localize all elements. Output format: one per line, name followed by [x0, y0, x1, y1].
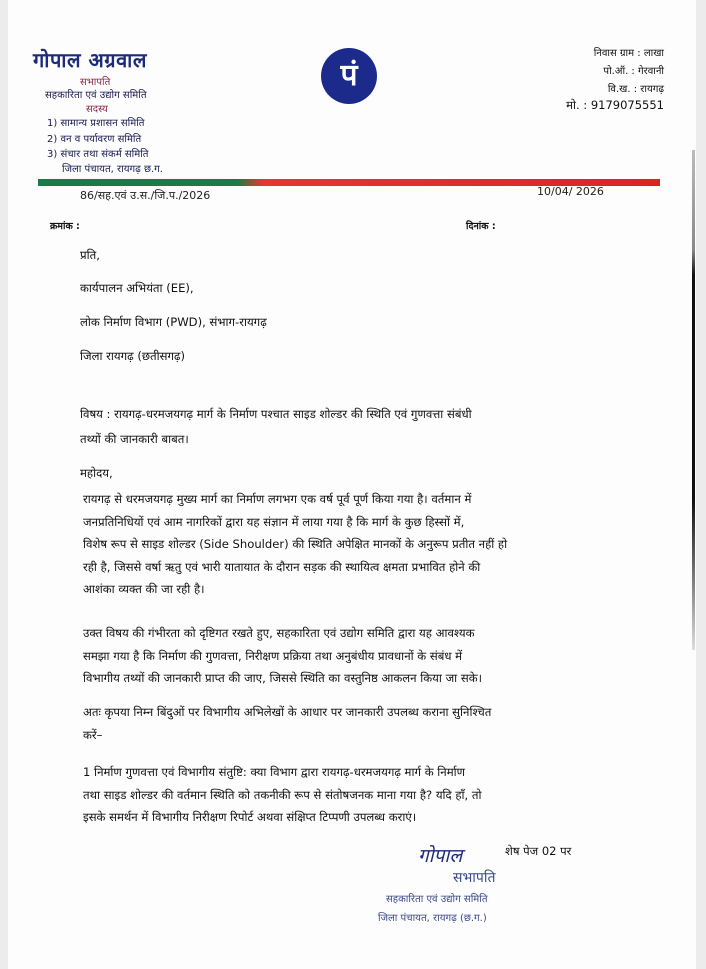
letterhead-role: सभापति: [80, 77, 111, 88]
number-label: क्रमांक :: [50, 221, 80, 232]
membership-3: 3) संचार तथा संकर्म समिति: [47, 149, 149, 160]
paragraph-line: उक्त विषय की गंभीरता को दृष्टिगत रखते हुए, सहकारिता एवं उद्योग समिति द्वारा यह आवश्यक: [83, 626, 475, 640]
membership-2: 2) वन व पर्यावरण समिति: [47, 134, 142, 145]
letterhead-member-label: सदस्य: [86, 104, 108, 115]
paragraph-line: 1 निर्माण गुणवत्ता एवं विभागीय संतुष्टि: क्या विभाग द्वारा रायगढ़-धरमजयगढ़ मार्ग के निर्माण: [83, 765, 466, 779]
paragraph-line: रही है, जिससे वर्षा ऋतु एवं भारी यातायात के दौरान सड़क की स्थायित्व क्षमता प्रभावित होने की: [83, 559, 481, 574]
paragraph-line: अतः कृपया निम्न बिंदुओं पर विभागीय अभिलेखों के आधार पर जानकारी उपलब्ध कराना सुनिश्चित: [83, 705, 492, 719]
paragraph-line: विभागीय तथ्यों की जानकारी प्राप्त की जाए, जिससे स्थिति का वस्तुनिष्ठ आकलन किया जा सके।: [83, 671, 482, 685]
paragraph-line: तथा साइड शोल्डर की वर्तमान स्थिति को तकनीकी रूप से संतोषजनक माना गया है? यदि हाँ, तो: [83, 787, 482, 802]
reference-date: 10/04/ 2026: [537, 185, 604, 198]
signature-title: सभापति: [453, 870, 496, 886]
paragraph-line: समझा गया है कि निर्माण की गुणवत्ता, निरीक्षण प्रक्रिया तथा अनुबंधीय प्रावधानों के संबंध में: [83, 648, 463, 663]
recipient-to: प्रति,: [80, 248, 100, 262]
address-mobile: मो. : 9179075551: [566, 98, 664, 112]
paragraph-line: करें–: [83, 727, 103, 742]
paragraph-2: [83, 622, 663, 690]
letterhead-name: गोपाल अग्रवाल: [33, 48, 147, 72]
address-block: वि.ख. : रायगढ़: [607, 84, 664, 95]
letterhead-district: जिला पंचायत, रायगढ़ छ.ग.: [62, 164, 163, 175]
paragraph-line: इसके समर्थन में विभागीय निरीक्षण रिपोर्ट अथवा संक्षिप्त टिप्पणी उपलब्ध कराएं।: [83, 810, 417, 824]
continued-note: शेष पेज 02 पर: [505, 844, 572, 858]
page-edge-shadow: [692, 150, 695, 650]
address-village: निवास ग्राम : लाखा: [593, 48, 664, 59]
paragraph-point-1: [83, 761, 663, 829]
signature-committee: सहकारिता एवं उद्योग समिति: [386, 894, 488, 905]
paragraph-line: आशंका व्यक्त की जा रही है।: [83, 582, 205, 596]
party-logo: [321, 48, 377, 104]
handwritten-signature: गोपाल: [418, 845, 463, 867]
paragraph-1: [83, 488, 663, 601]
paragraph-line: जनप्रतिनिधियों एवं आम नागरिकों द्वारा यह संज्ञान में लाया गया है कि मार्ग के कुछ हिस्सों में,: [83, 514, 465, 529]
reference-number: 86/सह.एवं उ.स./जि.प./2026: [80, 189, 211, 202]
recipient-line: लोक निर्माण विभाग (PWD), संभाग-रायगढ़: [80, 315, 267, 329]
membership-1: 1) सामान्य प्रशासन समिति: [47, 118, 145, 129]
letterhead-committee: सहकारिता एवं उद्योग समिति: [45, 90, 147, 101]
recipient-line: कार्यपालन अभियंता (EE),: [80, 281, 194, 295]
paragraph-line: विशेष रूप से साइड शोल्डर (Side Shoulder) की स्थिति अपेक्षित मानकों के अनुरूप प्रतीत नहीं हो: [83, 537, 508, 551]
subject-line: तथ्यों की जानकारी बाबत।: [80, 432, 189, 446]
recipient-line: जिला रायगढ़ (छतीसगढ़): [80, 349, 186, 363]
greeting: महोदय,: [80, 466, 113, 480]
date-label: दिनांक :: [466, 221, 496, 232]
paragraph-3: [83, 701, 663, 746]
subject-line: विषय : रायगढ़-धरमजयगढ़ मार्ग के निर्माण पश्चात साइड शोल्डर की स्थिति एवं गुणवत्ता संबंधी: [80, 407, 472, 421]
paragraph-line: रायगढ़ से धरमजयगढ़ मुख्य मार्ग का निर्माण लगभग एक वर्ष पूर्व पूर्ण किया गया है। वर्तमान में: [83, 492, 472, 506]
logo-glyph-icon: पं: [340, 58, 358, 93]
signature-district: जिला पंचायत, रायगढ़ (छ.ग.): [378, 913, 487, 924]
address-post-office: पो.ऑ. : गेरवानी: [603, 66, 664, 77]
